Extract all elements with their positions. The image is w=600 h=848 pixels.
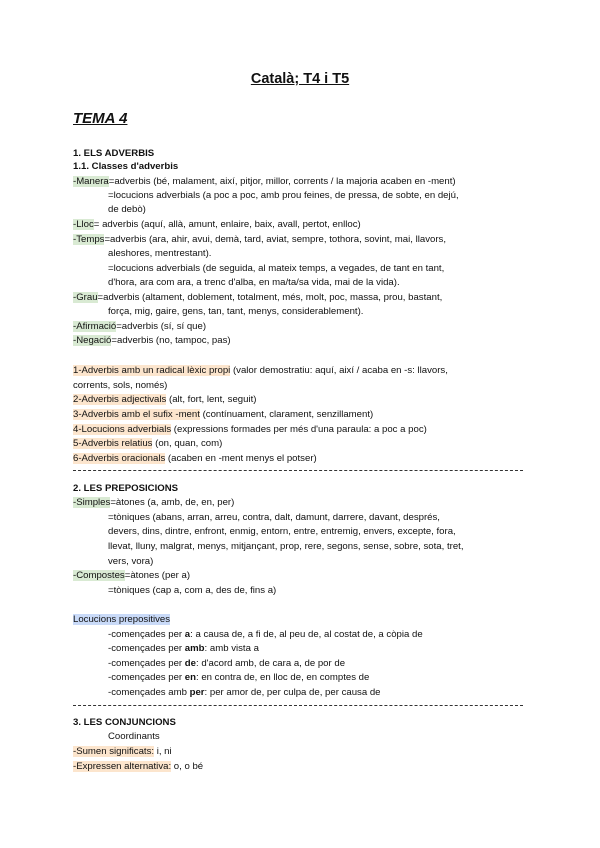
locucio-a-post: : a causa de, a fi de, al peu de, al costat de, a còpia de: [190, 629, 423, 640]
locucio-en-bold: en: [184, 672, 196, 683]
type-1-line: [73, 365, 448, 377]
alternativa-line: [73, 761, 203, 773]
locucio-a-pre: -començades per: [108, 629, 185, 640]
locucio-amb-post: : amb vista a: [204, 643, 259, 654]
type-2-line: [73, 394, 256, 406]
type-3-value: (contínuament, clarament, senzillament): [199, 409, 374, 420]
afirmacio-value: =adverbis (sí, sí que): [116, 321, 207, 332]
manera-value: =adverbis (bé, malament, així, pitjor, millor, corrents / la majoria acaben en -ment): [108, 176, 456, 187]
locucio-de-line: [108, 658, 345, 670]
negacio-key: -Negació: [73, 335, 112, 346]
compostes-line: [73, 570, 190, 582]
sumen-value: i, ni: [154, 746, 172, 757]
locucio-a-bold: a: [184, 629, 191, 640]
locucio-per-post: : per amor de, per culpa de, per causa de: [204, 687, 381, 698]
temps-line-4: d'hora, ara com ara, a trenc d'alba, en ma/ta/sa vida, mai de la vida).: [108, 277, 400, 288]
locucio-amb-line: [108, 643, 259, 655]
grau-key: -Grau: [73, 292, 98, 303]
lloc-value: = adverbis (aquí, allà, amunt, enlaire, baix, avall, pertot, enlloc): [93, 219, 361, 230]
type-6-value: (acaben en -ment menys el potser): [165, 453, 317, 464]
section-1-heading: 1. ELS ADVERBIS: [73, 148, 155, 159]
temps-line-2: aleshores, mentrestant).: [108, 248, 212, 259]
manera-key: -Manera: [73, 176, 109, 187]
grau-line-2: força, mig, gaire, gens, tan, tant, menys, considerablement).: [108, 306, 364, 317]
type-6-key: 6-Adverbis oracionals: [73, 453, 166, 464]
type-5-line: [73, 438, 222, 450]
locucio-de-post: : d'acord amb, de cara a, de por de: [196, 658, 346, 669]
locucio-en-line: [108, 672, 369, 684]
sumen-key: -Sumen significats:: [73, 746, 155, 757]
temps-key: -Temps: [73, 234, 105, 245]
section-2-heading: 2. LES PREPOSICIONS: [73, 483, 179, 494]
section-divider: [73, 470, 523, 471]
locucio-per-bold: per: [189, 687, 205, 698]
locucio-amb-bold: amb: [184, 643, 205, 654]
type-4-value: (expressions formades per més d'una paraula: a poc a poc): [171, 424, 427, 435]
type-3-key: 3-Adverbis amb el sufix -ment: [73, 409, 200, 420]
compostes-key: -Compostes: [73, 570, 125, 581]
negacio-line: [73, 335, 231, 347]
compostes-line-2: =tòniques (cap a, com a, des de, fins a): [108, 585, 277, 596]
lloc-key: -Lloc: [73, 219, 94, 230]
simples-line-5: vers, vora): [108, 556, 154, 567]
locucions-title: Locucions prepositives: [73, 614, 171, 625]
type-1-key: 1-Adverbis amb un radical lèxic propi: [73, 365, 231, 376]
negacio-value: =adverbis (no, tampoc, pas): [111, 335, 231, 346]
locucio-per-line: [108, 687, 381, 699]
locucions-title-line: [73, 614, 170, 626]
type-1-line-2: corrents, sols, només): [73, 380, 168, 391]
type-4-line: [73, 424, 427, 436]
locucio-a-line: [108, 629, 423, 641]
simples-line: [73, 497, 234, 509]
locucio-de-pre: -començades per: [108, 658, 185, 669]
afirmacio-line: [73, 321, 206, 333]
type-4-key: 4-Locucions adverbials: [73, 424, 172, 435]
grau-value: =adverbis (altament, doblement, totalment, més, molt, poc, massa, prou, bastant,: [97, 292, 443, 303]
tema-heading: TEMA 4: [73, 110, 128, 127]
type-5-key: 5-Adverbis relatius: [73, 438, 153, 449]
locucio-en-pre: -començades per: [108, 672, 185, 683]
manera-line-2: =locucions adverbials (a poc a poc, amb prou feines, de pressa, de sobte, en dejú,: [108, 190, 459, 201]
locucio-per-pre: -començades amb: [108, 687, 190, 698]
type-1-value: (valor demostratiu: aquí, així / acaba en -s: llavors,: [230, 365, 448, 376]
afirmacio-key: -Afirmació: [73, 321, 117, 332]
simples-line-4: llevat, lluny, malgrat, menys, mitjançant, prop, rere, segons, sense, sobre, sota, tret,: [108, 541, 464, 552]
coordinants-label: Coordinants: [108, 731, 160, 742]
locucio-de-bold: de: [184, 658, 196, 669]
type-2-value: (alt, fort, lent, seguit): [166, 394, 257, 405]
temps-value: =adverbis (ara, ahir, avui, demà, tard, aviat, sempre, tothora, sovint, mai, llavors,: [104, 234, 446, 245]
alternativa-key: -Expressen alternativa:: [73, 761, 172, 772]
simples-line-3: devers, dins, dintre, enfront, enmig, entorn, entre, entremig, envers, excepte, fora,: [108, 526, 456, 537]
simples-key: -Simples: [73, 497, 111, 508]
simples-value: =àtones (a, amb, de, en, per): [110, 497, 235, 508]
type-3-line: [73, 409, 373, 421]
locucio-en-post: : en contra de, en lloc de, en comptes de: [196, 672, 370, 683]
alternativa-value: o, o bé: [171, 761, 204, 772]
temps-line: [73, 234, 446, 246]
type-6-line: [73, 453, 317, 465]
manera-line-3: de debò): [108, 204, 146, 215]
compostes-value: =àtones (per a): [124, 570, 191, 581]
sumen-line: [73, 746, 172, 758]
temps-line-3: =locucions adverbials (de seguida, al mateix temps, a vegades, de tant en tant,: [108, 263, 445, 274]
type-2-key: 2-Adverbis adjectivals: [73, 394, 167, 405]
manera-line: [73, 176, 456, 188]
section-divider: [73, 705, 523, 706]
grau-line: [73, 292, 442, 304]
type-5-value: (on, quan, com): [152, 438, 223, 449]
section-1-subheading: 1.1. Classes d'adverbis: [73, 161, 179, 172]
lloc-line: [73, 219, 361, 231]
simples-line-2: =tòniques (abans, arran, arreu, contra, dalt, damunt, darrere, davant, després,: [108, 512, 440, 523]
locucio-amb-pre: -començades per: [108, 643, 185, 654]
section-3-heading: 3. LES CONJUNCIONS: [73, 717, 176, 728]
document-title: Català; T4 i T5: [250, 71, 350, 87]
